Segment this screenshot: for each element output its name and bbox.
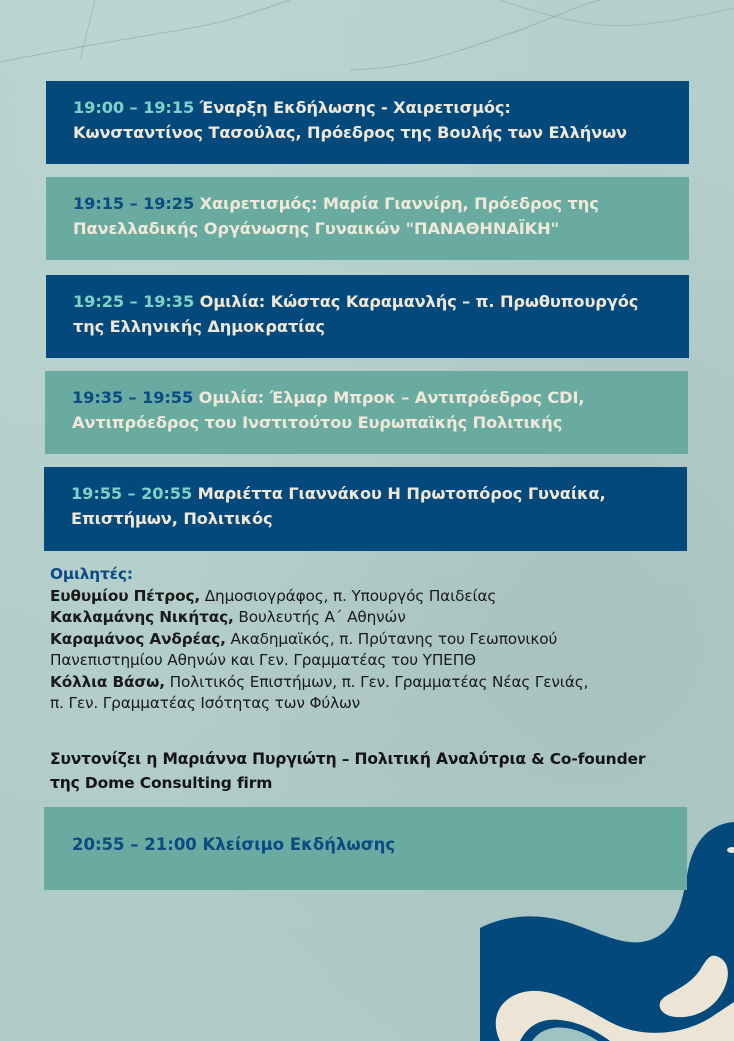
schedule-title: Ομιλία: Έλμαρ Μπροκ – Αντιπρόεδρος CDI,	[193, 388, 585, 407]
schedule-detail: Πανελλαδικής Οργάνωσης Γυναικών "ΠΑΝΑΘΗΝΑΪΚΗ"	[73, 219, 559, 238]
schedule-detail: Κωνσταντίνος Τασούλας, Πρόεδρος της Βουλής των Ελλήνων	[73, 123, 627, 142]
speaker-description: Ακαδημαϊκός, π. Πρύτανης του Γεωπονικού	[225, 629, 558, 648]
schedule-time: 19:00 – 19:15	[73, 98, 195, 117]
schedule-time: 20:55 – 21:00	[72, 835, 197, 854]
schedule-time: 19:35 – 19:55	[72, 388, 194, 407]
schedule-detail: Επιστήμων, Πολιτικός	[71, 509, 273, 528]
schedule-title: Μαριέττα Γιαννάκου Η Πρωτοπόρος Γυναίκα,	[192, 484, 606, 503]
speaker-name: Κόλλια Βάσω,	[50, 672, 165, 691]
speaker-item	[50, 672, 690, 694]
schedule-item-speech-brok	[45, 371, 688, 454]
schedule-detail: της Ελληνικής Δημοκρατίας	[73, 317, 325, 336]
speaker-item	[50, 607, 690, 629]
speaker-item	[50, 629, 690, 651]
speaker-item	[50, 586, 690, 608]
schedule-title: Ομιλία: Κώστας Καραμανλής – π. Πρωθυπουργός	[194, 292, 639, 311]
schedule-time: 19:55 – 20:55	[71, 484, 193, 503]
schedule-item-greeting	[46, 177, 689, 260]
schedule-item-opening	[46, 81, 689, 164]
schedule-item-speech-karamanlis	[46, 275, 689, 358]
schedule-detail: Αντιπρόεδρος του Ινστιτούτου Ευρωπαϊκής Πολιτικής	[72, 413, 563, 432]
speakers-list	[50, 564, 690, 715]
schedule-title: Χαιρετισμός: Μαρία Γιαννίρη, Πρόεδρος της	[194, 194, 599, 213]
paper-crack-texture	[0, 0, 734, 80]
moderator-line: Συντονίζει η Μαριάννα Πυργιώτη – Πολιτική Αναλύτρια & Co-founder	[50, 750, 646, 768]
speaker-name: Ευθυμίου Πέτρος,	[50, 586, 201, 605]
speaker-name: Καραμάνος Ανδρέας,	[50, 629, 226, 648]
schedule-item-closing	[44, 807, 687, 890]
schedule-time: 19:15 – 19:25	[73, 194, 195, 213]
speaker-description-continued: π. Γεν. Γραμματέας Ισότητας των Φύλων	[50, 694, 361, 712]
schedule-title: Κλείσιμο Εκδήλωσης	[196, 835, 396, 854]
schedule-time: 19:25 – 19:35	[73, 292, 195, 311]
speaker-description: Βουλευτής Α΄ Αθηνών	[233, 608, 406, 626]
speakers-heading: Ομιλητές:	[50, 565, 133, 583]
speaker-name: Κακλαμάνης Νικήτας,	[50, 608, 234, 626]
schedule-title: Έναρξη Εκδήλωσης - Χαιρετισμός:	[194, 98, 511, 117]
moderator-note	[50, 747, 710, 795]
speaker-description: Πολιτικός Επιστήμων, π. Γεν. Γραμματέας Νέας Γενιάς,	[164, 672, 589, 691]
speaker-description: Δημοσιογράφος, π. Υπουργός Παιδείας	[200, 586, 497, 605]
moderator-line: της Dome Consulting firm	[50, 774, 273, 792]
schedule-item-panel	[44, 467, 687, 551]
speaker-description-continued: Πανεπιστημίου Αθηνών και Γεν. Γραμματέας του ΥΠΕΠΘ	[50, 651, 476, 669]
